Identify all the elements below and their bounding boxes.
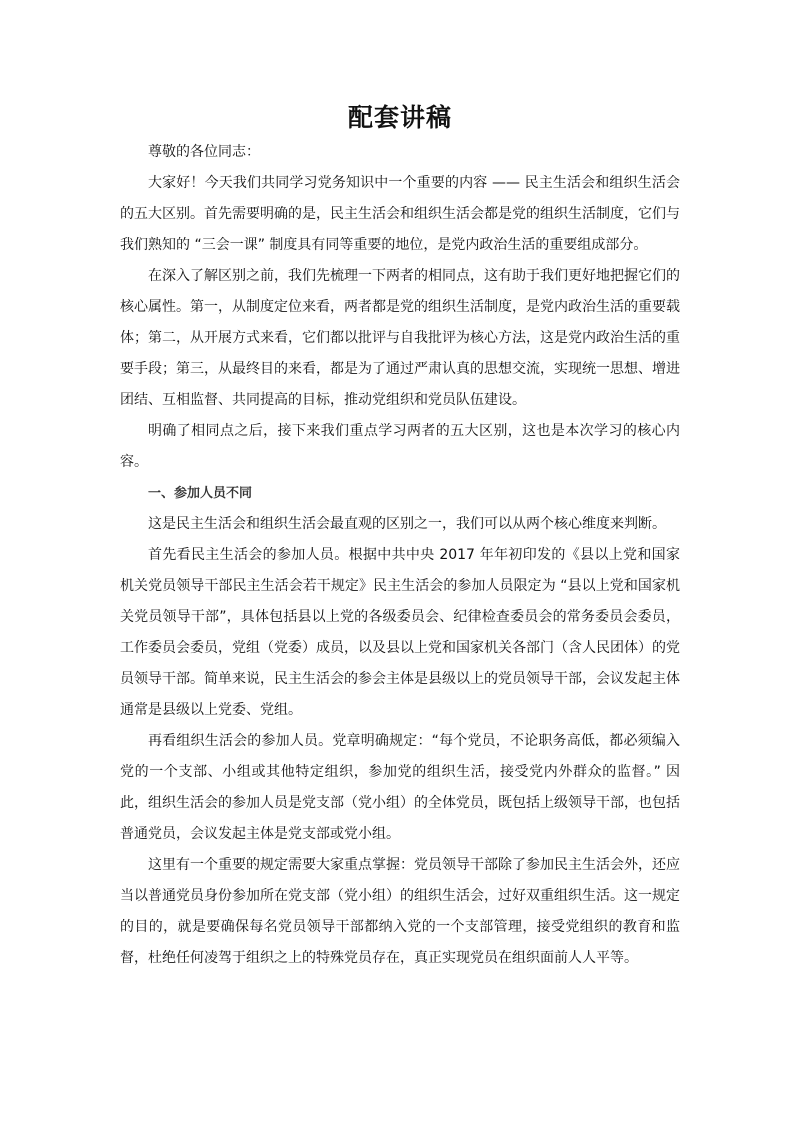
- section-1-paragraph: 这是民主生活会和组织生活会最直观的区别之一，我们可以从两个核心维度来判断。: [148, 516, 666, 532]
- section-heading-participants: 一、参加人员不同: [148, 486, 253, 501]
- similarities-paragraph: 在深入了解区别之前，我们先梳理一下两者的相同点，这有助于我们更好地把握它们的核心属性。第一，从制度定位来看，两者都是党的组织生活制度，是党内政治生活的重要载体；第二，从开展方式来看，它们都以批评与自我批评为核心方法，这是党内政治生活的重要手段；第三，从最终目的来看，都是为了通过严肃认真的思想交流，实现统一思想、增进团结、互相监督、共同提高的目标，推动党组织和党员队伍建设。: [120, 268, 680, 408]
- intro-paragraph: 大家好！今天我们共同学习党务知识中一个重要的内容 —— 民主生活会和组织生活会的五大区别。首先需要明确的是，民主生活会和组织生活会都是党的组织生活制度，它们与我们熟知的 “三会一课” 制度具有同等重要的地位，是党内政治生活的重要组成部分。: [120, 175, 680, 253]
- section-1-paragraph: 这里有一个重要的规定需要大家重点掌握：党员领导干部除了参加民主生活会外，还应当以普通党员身份参加所在党支部（党小组）的组织生活会，过好双重组织生活。这一规定的目的，就是要确保每名党员领导干部都纳入党的一个支部管理，接受党组织的教育和监督，杜绝任何凌驾于组织之上的特殊党员存在，真正实现党员在组织面前人人平等。: [120, 857, 680, 966]
- document-page: [120, 100, 680, 974]
- section-1-paragraph: 首先看民主生活会的参加人员。根据中共中央 2017 年年初印发的《县以上党和国家机关党员领导干部民主生活会若干规定》民主生活会的参加人员限定为 “县以上党和国家机关党员领导干部”，具体包括县以上党的各级委员会、纪律检查委员会的常务委员会委员，工作委员会委员，党组（党委）成员，以及县以上党和国家机关各部门（含人民团体）的党员领导干部。简单来说，民主生活会的参会主体是县级以上的党员领导干部，会议发起主体通常是县级以上党委、党组。: [120, 547, 680, 718]
- section-1-paragraph: 再看组织生活会的参加人员。党章明确规定：“每个党员，不论职务高低，都必须编入党的一个支部、小组或其他特定组织，参加党的组织生活，接受党内外群众的监督。” 因此，组织生活会的参加人员是党支部（党小组）的全体党员，既包括上级领导干部，也包括普通党员，会议发起主体是党支部或党小组。: [120, 733, 680, 842]
- greeting: 尊敬的各位同志：: [148, 144, 260, 160]
- document-title: 配套讲稿: [347, 103, 452, 132]
- transition-paragraph: 明确了相同点之后，接下来我们重点学习两者的五大区别，这也是本次学习的核心内容。: [120, 423, 680, 470]
